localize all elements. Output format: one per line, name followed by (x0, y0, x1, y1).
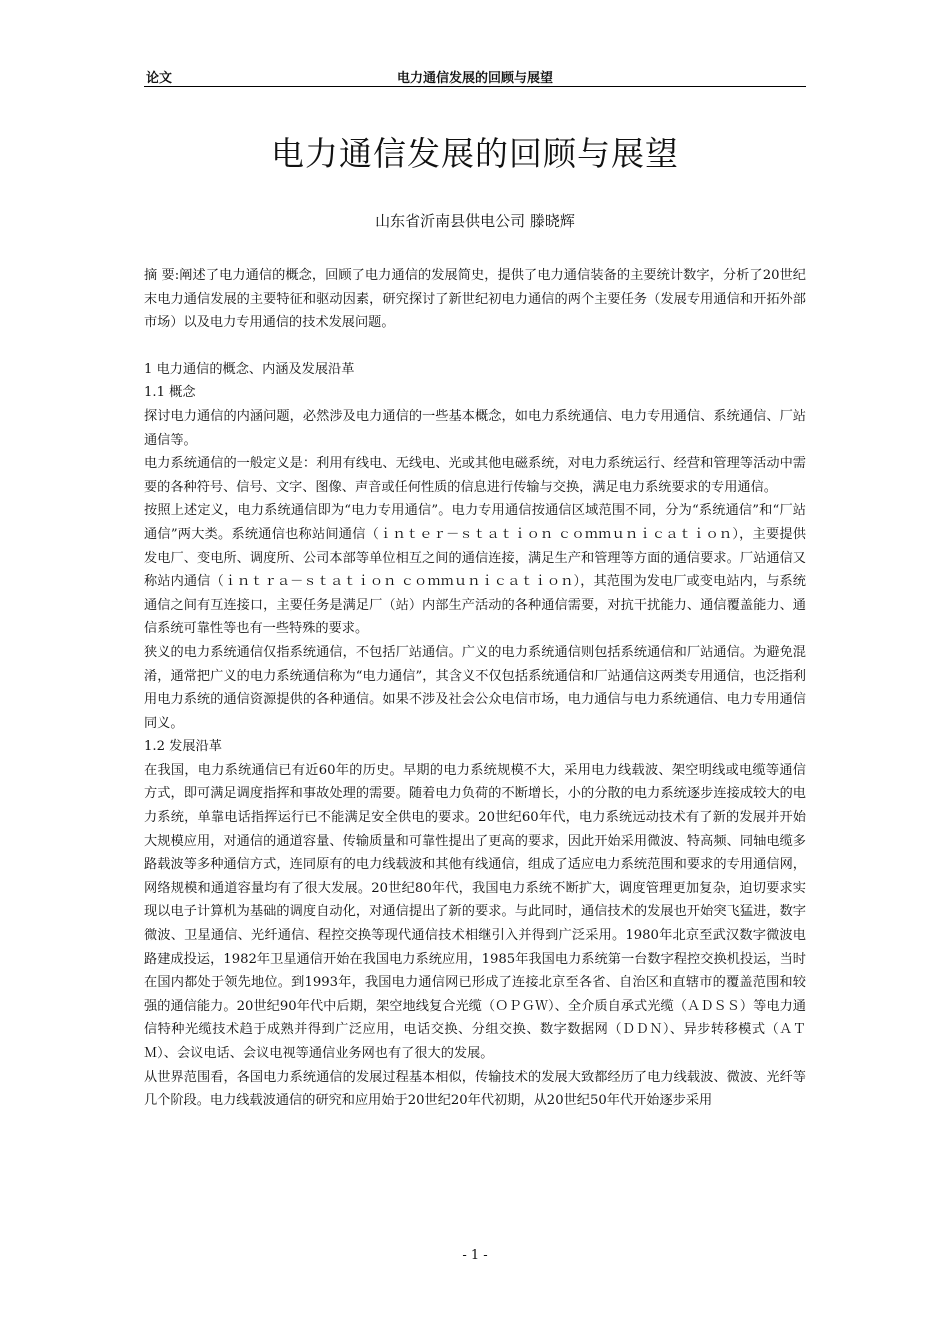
section-heading-1-1: 1.1 概念 (144, 385, 196, 401)
author-line: 山东省沂南县供电公司 滕晓辉 (375, 212, 575, 230)
paragraph-4: 狭义的电力系统通信仅指系统通信，不包括厂站通信。广义的电力系统通信则包括系统通信和厂站通信。为避免混淆，通常把广义的电力系统通信称为“电力通信”，其含义不仅包括系统通信和厂站通信这两类专用通信，也泛指利用电力系统的通信资源提供的各种通信。如果不涉及社会公众电信市场，电力通信与电力系统通信、电力专用通信同义。 (144, 644, 806, 731)
paragraph-6: 从世界范围看，各国电力系统通信的发展过程基本相似，传输技术的发展大致都经历了电力线载波、微波、光纤等几个阶段。电力线载波通信的研究和应用始于20世纪20年代初期，从20世纪50年代开始逐步采用 (144, 1069, 806, 1109)
header-category: 论文 (146, 71, 173, 86)
abstract: 摘 要:阐述了电力通信的概念，回顾了电力通信的发展简史，提供了电力通信装备的主要统计数字，分析了20世纪末电力通信发展的主要特征和驱动因素，研究探讨了新世纪初电力通信的两个主要任务（发展专用通信和开拓外部市场）以及电力专用通信的技术发展问题。 (144, 268, 806, 331)
paragraph-2: 电力系统通信的一般定义是：利用有线电、无线电、光或其他电磁系统，对电力系统运行、经营和管理等活动中需要的各种符号、信号、文字、图像、声音或任何性质的信息进行传输与交换，满足电力系统要求的专用通信。 (144, 456, 806, 495)
paragraph-5: 在我国，电力系统通信已有近60年的历史。早期的电力系统规模不大，采用电力线载波、架空明线或电缆等通信方式，即可满足调度指挥和事故处理的需要。随着电力负荷的不断增长，小的分散的电力系统逐步连接成较大的电力系统，单靠电话指挥运行已不能满足安全供电的要求。20世纪60年代，电力系统远动技术有了新的发展并开始大规模应用，对通信的通道容量、传输质量和可靠性提出了更高的要求，因此开始采用微波、特高频、同轴电缆多路载波等多种通信方式，连同原有的电力线载波和其他有线通信，组成了适应电力系统范围和要求的专用通信网，网络规模和通道容量均有了很大发展。20世纪80年代，我国电力系统不断扩大，调度管理更加复杂，迫切要求实现以电子计算机为基础的调度自动化，对通信提出了新的要求。与此同时，通信技术的发展也开始突飞猛进，数字微波、卫星通信、光纤通信、程控交换等现代通信技术相继引入并得到广泛采用。1980年北京至武汉数字微波电路建成投运，1982年卫星通信开始在我国电力系统应用，1985年我国电力系统第一台数字程控交换机投运，当时在国内都处于领先地位。到1993年，我国电力通信网已形成了连接北京至各省、自治区和直辖市的覆盖范围和较强的通信能力。20世纪90年代中后期，架空地线复合光缆（ＯＰＧＷ）、全介质自承式光缆（ＡＤＳＳ）等电力通信特种光缆技术趋于成熟并得到广泛应用，电话交换、分组交换、数字数据网（ＤＤＮ）、异步转移模式（ＡＴＭ）、会议电话、会议电视等通信业务网也有了很大的发展。 (144, 762, 806, 1061)
page-header (144, 66, 806, 87)
paragraph-3: 按照上述定义，电力系统通信即为“电力专用通信”。电力专用通信按通信区域范围不同，分为“系统通信”和“厂站通信”两大类。系统通信也称站间通信（ｉｎｔｅｒ－ｓｔａｔｉｏｎ ｃｏｍｍｕｎｉｃａｔｉｏｎ），主要提供发电厂、变电所、调度所、公司本部等单位相互之间的通信连接，满足生产和管理等方面的通信要求。厂站通信又称站内通信（ｉｎｔｒａ－ｓｔａｔｉｏｎ ｃｏｍｍｕｎｉｃａｔｉｏｎ），其范围为发电厂或变电站内，与系统通信之间有互连接口，主要任务是满足厂（站）内部生产活动的各种通信需要，对抗干扰能力、通信覆盖能力、通信系统可靠性等也有一些特殊的要求。 (144, 503, 806, 637)
document-title: 电力通信发展的回顾与展望 (271, 134, 679, 173)
section-heading-1: 1 电力通信的概念、内涵及发展沿革 (144, 361, 355, 377)
paragraph-1: 探讨电力通信的内涵问题，必然涉及电力通信的一些基本概念，如电力系统通信、电力专用通信、系统通信、厂站通信等。 (144, 408, 806, 448)
header-title: 电力通信发展的回顾与展望 (396, 71, 553, 86)
document-body (144, 264, 806, 1113)
section-heading-1-2: 1.2 发展沿革 (144, 739, 222, 755)
page-number: - 1 - (462, 1248, 488, 1263)
